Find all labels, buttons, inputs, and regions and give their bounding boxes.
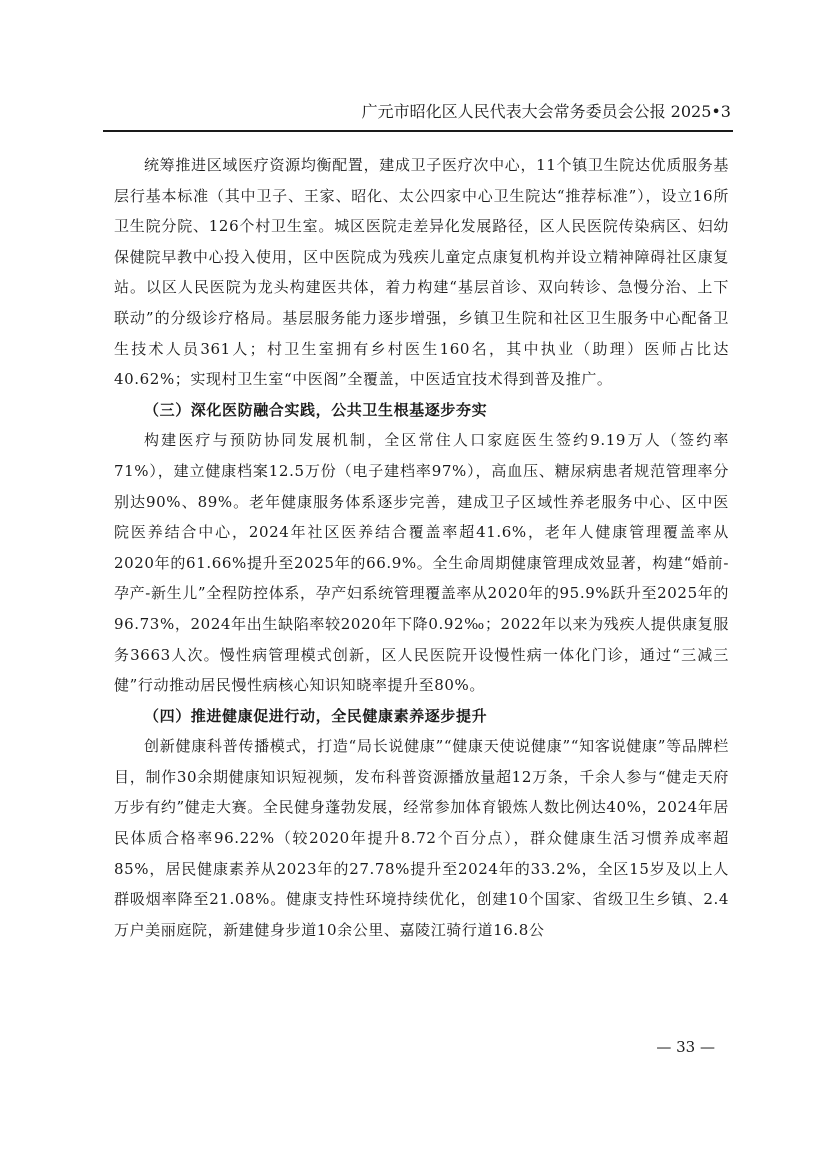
main-content [114,150,729,945]
header-title: 广元市昭化区人民代表大会常务委员会公报 2025•3 [361,102,731,121]
page-number [0,1038,827,1056]
page-header [103,96,733,132]
paragraph-prevention: 构建医疗与预防协同发展机制，全区常住人口家庭医生签约9.19万人（签约率71%），建立健康档案12.5万份（电子建档率97%），高血压、糖尿病患者规范管理率分别达90%、89%。老年健康服务体系逐步完善，建成卫子区域性养老服务中心、区中医院医养结合中心，2024年社区医养结合覆盖率超41.6%，老年人健康管理覆盖率从2020年的61.66%提升至2025年的66.9%。全生命周期健康管理成效显著，构建“婚前-孕产-新生儿”全程防控体系，孕产妇系统管理覆盖率从2020年的95.9%跃升至2025年的96.73%，2024年出生缺陷率较2020年下降0.92‰；2022年以来为残疾人提供康复服务3663人次。慢性病管理模式创新，区人民医院开设慢性病一体化门诊，通过“三减三健”行动推动居民慢性病核心知识知晓率提升至80%。 [114,431,729,695]
section-heading-3: （三）深化医防融合实践，公共卫生根基逐步夯实 [144,400,488,419]
page-number-text: — 33 — [656,1038,715,1056]
paragraph-medical-resources: 统筹推进区域医疗资源均衡配置，建成卫子医疗次中心，11个镇卫生院达优质服务基层行基本标准（其中卫子、王家、昭化、太公四家中心卫生院达“推荐标准”），设立16所卫生院分院、126个村卫生室。城区医院走差异化发展路径，区人民医院传染病区、妇幼保健院早教中心投入使用，区中医院成为残疾儿童定点康复机构并设立精神障碍社区康复站。以区人民医院为龙头构建医共体，着力构建“基层首诊、双向转诊、急慢分治、上下联动”的分级诊疗格局。基层服务能力逐步增强，乡镇卫生院和社区卫生服务中心配备卫生技术人员361人；村卫生室拥有乡村医生160名，其中执业（助理）医师占比达40.62%；实现村卫生室“中医阁”全覆盖，中医适宜技术得到普及推广。 [114,156,729,389]
paragraph-health-promotion: 创新健康科普传播模式，打造“局长说健康”“健康天使说健康”“知客说健康”等品牌栏目，制作30余期健康知识短视频，发布科普资源播放量超12万条，千余人参与“健走天府万步有约”健走大赛。全民健身蓬勃发展，经常参加体育锻炼人数比例达40%，2024年居民体质合格率96.22%（较2020年提升8.72个百分点），群众健康生活习惯养成率超85%，居民健康素养从2023年的27.78%提升至2024年的33.2%，全区15岁及以上人群吸烟率降至21.08%。健康支持性环境持续优化，创建10个国家、省级卫生乡镇、2.4万户美丽庭院，新建健身步道10余公里、嘉陵江骑行道16.8公 [114,737,729,939]
section-heading-4: （四）推进健康促进行动，全民健康素养逐步提升 [144,706,488,725]
